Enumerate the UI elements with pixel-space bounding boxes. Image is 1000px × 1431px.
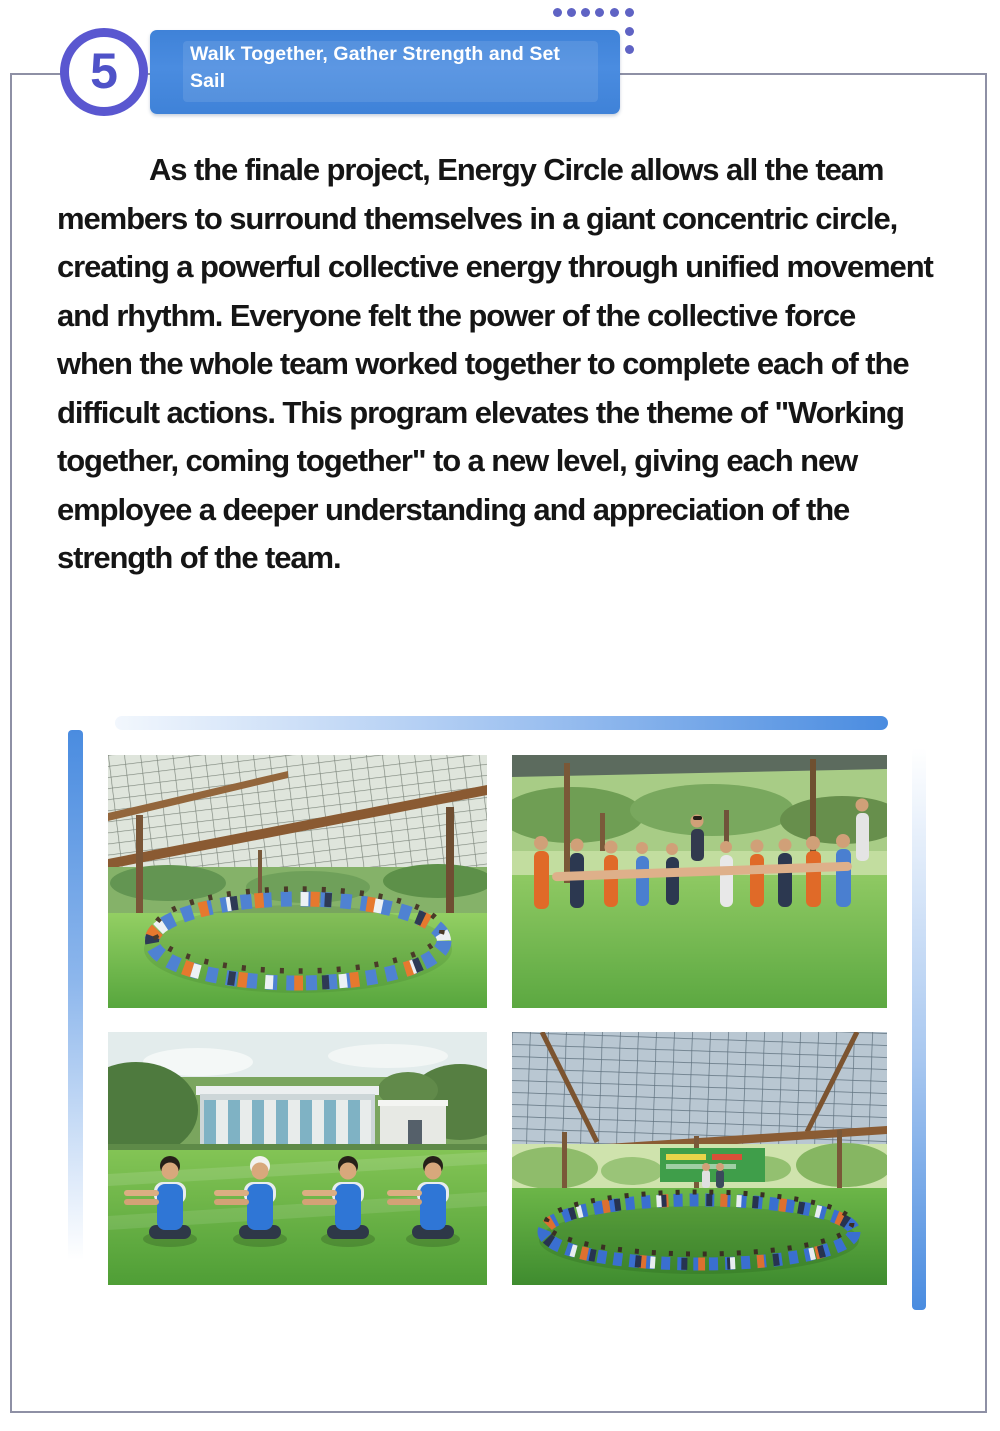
photo-wide-circle-pavilion [512, 1032, 887, 1285]
dot-icon [595, 8, 604, 17]
dot-icon [625, 8, 634, 17]
photo-team-circle-pavilion [108, 755, 487, 1008]
photo-illustration [512, 755, 887, 1008]
body-paragraph: As the finale project, Energy Circle allows all the team members to surround themselves in a giant concentric circle, creating a powerful collective energy through unified movement and rhythm. Everyone felt the power of the collective force when the whole team worked together to complete each of the difficult actions. This program elevates the theme of "Working together, coming together" to a new level, giving each new employee a deeper understanding and appreciation of the strength of the team. [57, 152, 933, 575]
photo-kneeling-team [108, 1032, 487, 1285]
dot-icon [625, 45, 634, 54]
photo-illustration [108, 755, 487, 1008]
dot-icon [610, 8, 619, 17]
accent-bar-top [115, 716, 888, 730]
photo-illustration [108, 1032, 487, 1285]
section-number-badge [60, 28, 148, 116]
dot-icon [581, 8, 590, 17]
section-number: 5 [90, 43, 118, 99]
dot-icon [567, 8, 576, 17]
photo-illustration [512, 1032, 887, 1285]
section-title: Walk Together, Gather Strength and Set Sail [190, 43, 561, 92]
accent-bar-left [68, 730, 83, 1282]
dot-icon [553, 8, 562, 17]
section-title-banner [150, 30, 620, 114]
accent-bar-right [912, 748, 926, 1310]
dot-icon [625, 27, 634, 36]
photo-arm-bridge [512, 755, 887, 1008]
